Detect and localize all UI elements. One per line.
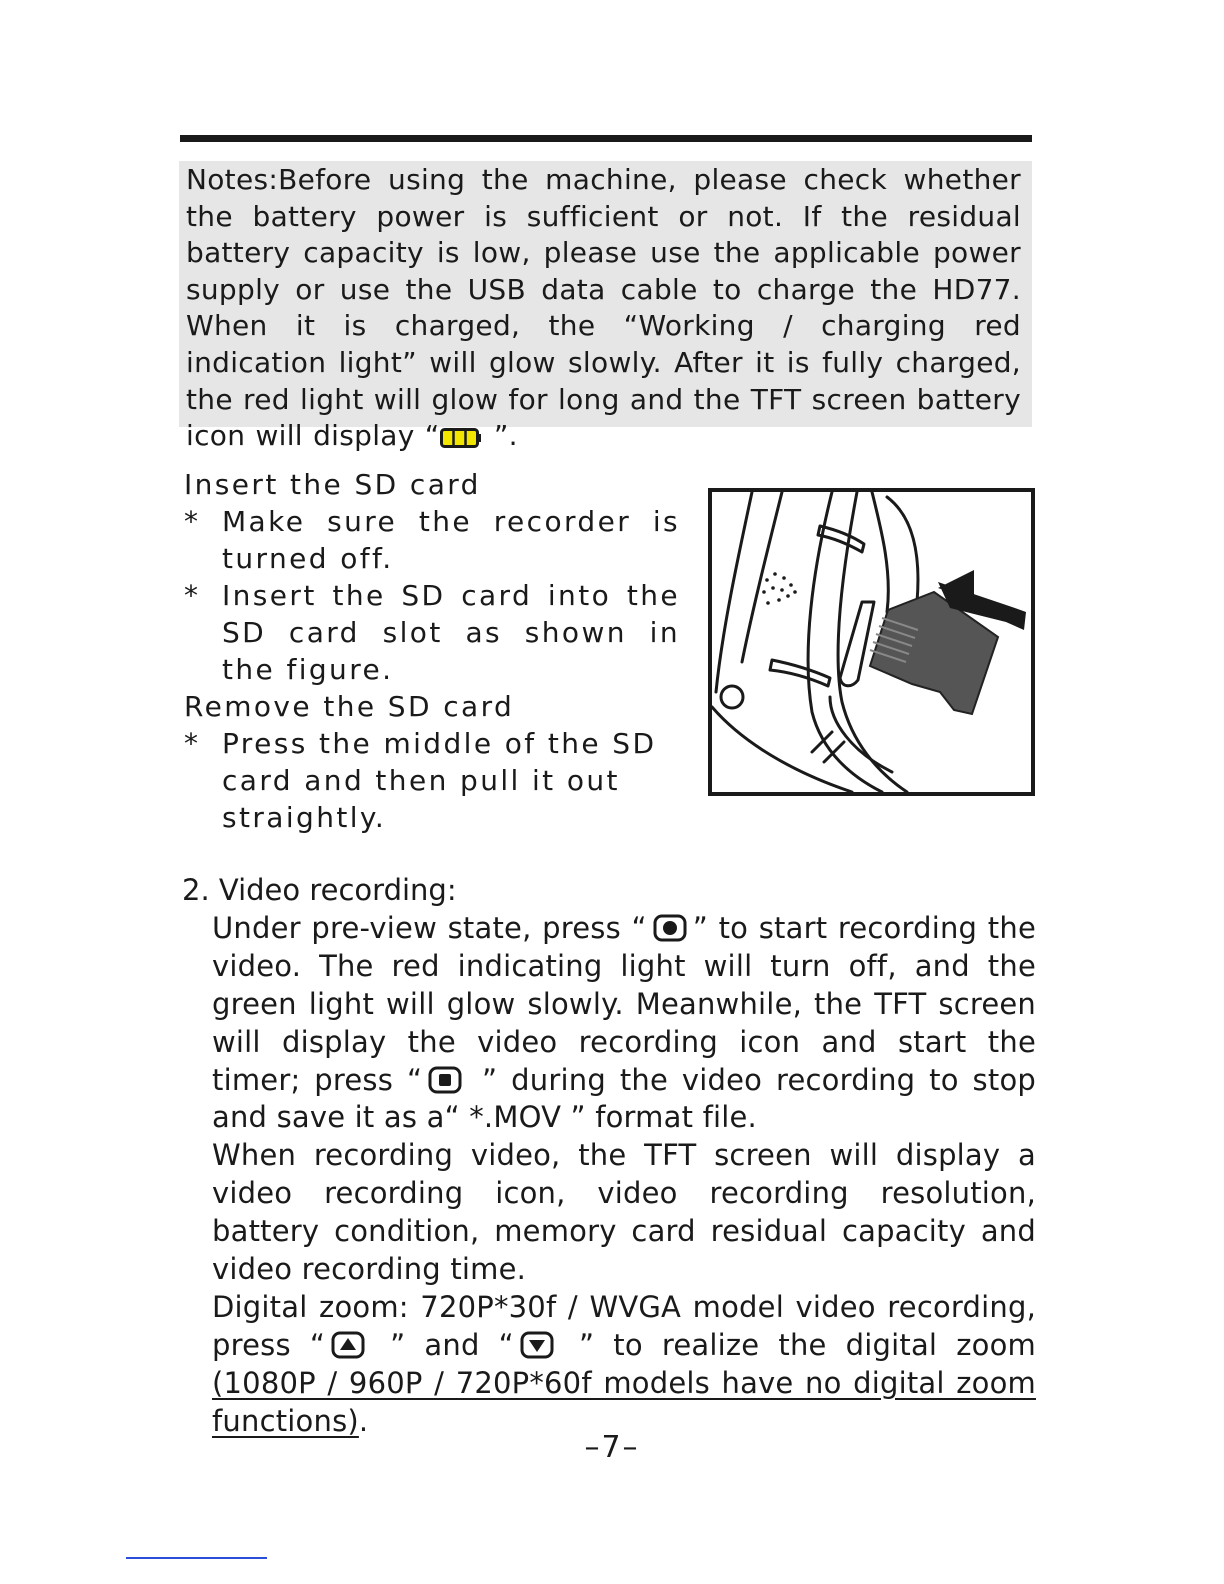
record-button-icon (653, 914, 687, 942)
sd-card-instructions (184, 466, 680, 836)
page-number: –7– (584, 1430, 640, 1465)
top-rule (180, 135, 1032, 142)
video-paragraph-2: When recording video, the TFT screen will display a video recording icon, video recording resolution, battery condition, memory card residual capacity and video recording time. (212, 1138, 1036, 1287)
no-zoom-note: (1080P / 960P / 720P*60f models have no digital zoom functions) (212, 1365, 1036, 1438)
insert-heading: Insert the SD card (184, 468, 481, 501)
list-item: * Press the middle of the SD card and then pull it out straightly. (184, 727, 657, 834)
down-button-icon (520, 1331, 554, 1359)
list-item: * Make sure the recorder is turned off. (184, 505, 680, 575)
up-button-icon (331, 1331, 365, 1359)
battery-full-icon (440, 428, 482, 448)
notes-text: Notes:Before using the machine, please check whether the battery power is sufficient or not. If the residual battery capacity is low, please use the applicable power supply or use the USB data cable to charge the HD77. When it is charged, the “Working / charging red indication light” will glow slowly. After it is fully charged, the red light will glow for long and the TFT screen battery icon will display “ ”. (186, 163, 1021, 453)
footer-line (126, 1557, 267, 1559)
section-title: 2. Video recording: (182, 873, 457, 907)
sd-card-figure (708, 488, 1035, 796)
video-recording-section (182, 872, 1036, 1441)
notes-box (179, 161, 1032, 453)
video-paragraph-1: Under pre-view state, press “ ” to start recording the video. The red indicating light will turn off, and the green light will glow slowly. Meanwhile, the TFT screen will display the video recording icon and start the timer; press “ ” during the video recording to stop and save it as a“ *.MOV ” format file. (212, 910, 1036, 1135)
section-body (212, 910, 1036, 1441)
video-paragraph-3: Digital zoom: 720P*30f / WVGA model video recording, press “ ” and “ ” to realize the digital zoom (1080P / 960P / 720P*60f models have no digital zoom functions). (212, 1289, 1037, 1438)
list-item: * Insert the SD card into the SD card slot as shown in the figure. (184, 579, 680, 686)
stop-button-icon (428, 1066, 462, 1094)
remove-heading: Remove the SD card (184, 690, 515, 723)
sd-insertion-illustration (712, 492, 1031, 792)
